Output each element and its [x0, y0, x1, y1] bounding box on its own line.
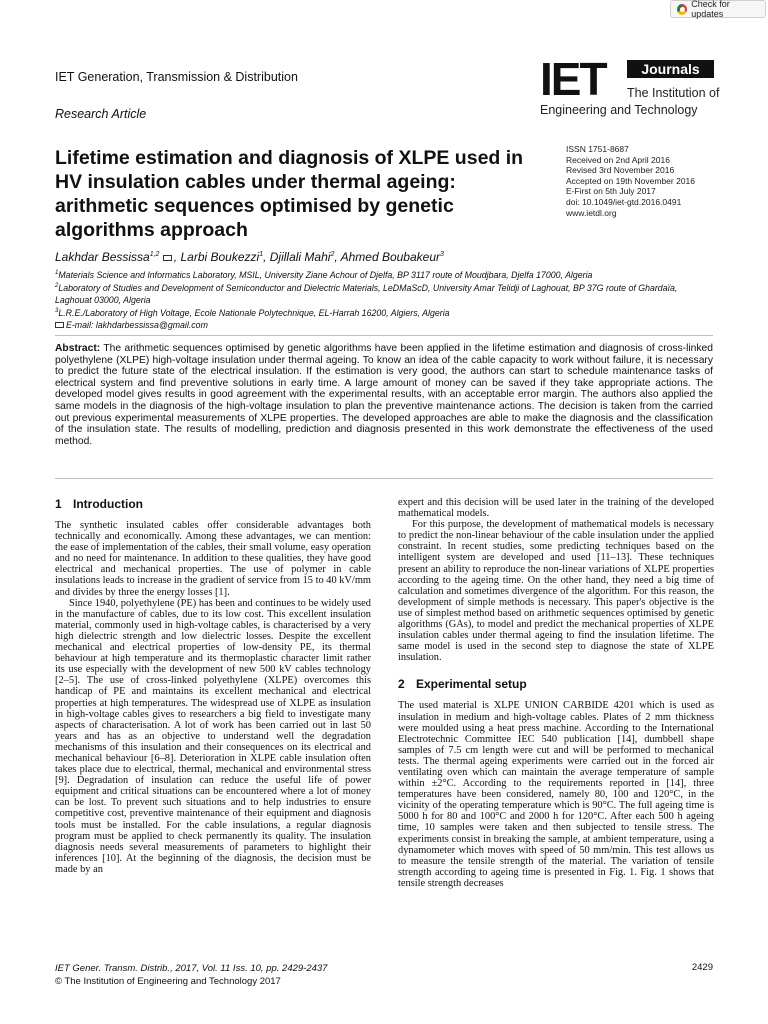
citation: IET Gener. Transm. Distrib., 2017, Vol. 11 Iss. 10, pp. 2429-2437: [55, 963, 328, 974]
copyright: © The Institution of Engineering and Technology 2017: [55, 976, 281, 987]
abstract-label: Abstract:: [55, 343, 101, 354]
affiliation: [55, 306, 715, 319]
author-name: Ahmed Boubakeur: [340, 250, 440, 264]
affil-text: Materials Science and Informatics Laboratory, MSIL, University Ziane Achour of Djelfa, BP 3117 route of Moudjbara, Djelfa 17000, Algeria: [58, 269, 593, 280]
paragraph: For this purpose, the development of mathematical models is necessary to predict the non-linear behaviour of the cable insulation under the applied constraint. In recent studies, some predicting techniques based on the intelligent system are developed and used [11–13]. These techniques present an ability to reproduce the non-linear variations of XLPE properties according to the ageing time. On the other hand, they need a big time of calculation and sometimes divergence of the algorithm. For this reason, the development of simple methods is necessary. This paper's objective is the use of simplest method based on arithmetic sequences optimised by genetic algorithms (GAs), to model and predict the mechanical properties of XLPE insulation cables under thermal ageing to find the insulation lifetime. The same model is used in the second step to diagnose the state of XLPE insulation.: [398, 519, 714, 664]
email-line: [55, 320, 715, 332]
website-link[interactable]: www.ietdl.org: [566, 207, 617, 218]
author-name: Lakhdar Bessissa: [55, 250, 150, 264]
affil-text: Laboratory of Studies and Development of Semiconductor and Dielectric Materials, LeDMaScD, University Amar Telidji of Laghouat, BP 37G route of Ghardaïa, Laghouat 03000, Algeria: [55, 283, 678, 305]
section-number: 1: [55, 497, 62, 511]
author-affil-sup: 3: [440, 251, 444, 258]
logo-mark: IET: [540, 53, 606, 105]
divider: [55, 335, 713, 336]
article-type: Research Article: [55, 107, 147, 121]
section-title: Experimental setup: [416, 677, 527, 692]
iet-logo: [540, 53, 720, 120]
affil-sup: 2: [55, 283, 59, 290]
doi[interactable]: doi: 10.1049/iet-gtd.2016.0491: [566, 196, 682, 207]
accepted-date: Accepted on 19th November 2016: [566, 175, 696, 186]
page-number: 2429: [691, 962, 713, 973]
author-affil-sup: 1,2: [149, 251, 160, 258]
revised-date: Revised 3rd November 2016: [566, 165, 675, 176]
section-number: 2: [398, 677, 405, 692]
check-for-updates-button[interactable]: [670, 0, 766, 18]
affil-text: L.R.E./Laboratory of High Voltage, Ecole Nationale Polytechnique, EL-Harrah 16200, Algiers, Algeria: [58, 308, 450, 319]
left-column: [55, 497, 371, 875]
email-icon: [163, 255, 172, 261]
author-affil-sup: 2: [330, 251, 335, 258]
paragraph: expert and this decision will be used later in the training of the developed mathematical models.: [398, 497, 714, 520]
check-for-updates-label: Check for updates: [691, 0, 730, 19]
received-date: Received on 2nd April 2016: [566, 154, 670, 165]
footer-citation: [55, 962, 327, 988]
logo-journals-label: Journals: [627, 60, 714, 78]
affil-sup: 3: [55, 308, 59, 315]
article-title: Lifetime estimation and diagnosis of XLPE used in HV insulation cables under thermal ageing: arithmetic sequences optimised by genetic algorithms approach: [55, 147, 524, 241]
divider: [55, 478, 713, 479]
article-metadata: [566, 144, 695, 218]
section-title: Introduction: [73, 497, 143, 511]
abstract: [55, 343, 713, 447]
author-list: Lakhdar Bessissa$^{1,2}$ , Larbi Boukezzi$^1$, Djillali Mahi$^2$, Ahmed Boubakeur$^3$: [55, 250, 444, 264]
email-icon: [55, 322, 64, 328]
affiliation: [55, 281, 715, 306]
right-column: [398, 497, 714, 889]
email-address[interactable]: E-mail: lakhdarbessissa@gmail.com: [66, 319, 208, 330]
paragraph: Since 1940, polyethylene (PE) has been and continues to be widely used in the manufacture of cables, due to its low cost. This excellent insulation material, commonly used in high-voltage cables, is characterised by a very high dielectric strength and low dielectric losses. Despite the excellent mechanical and electrical properties of low-density PE, its thermal behaviour at high temperature and its thermoplastic character limit rather its use especially with the development of new 500 kV cables technology [2–5]. The use of cross-linked polyethylene (XLPE) overcomes this handicap of PE and maintains its excellent mechanical and electrical properties at high temperatures. The widespread use of XLPE as insulation in high-voltage cables gives to researchers a big field to investigate many aspects of characterisation. A lot of work has been carried out in last 50 years and has as an objective to understand well the degradation mechanisms of this insulation and their consequences on its electrical and mechanical behaviour [6–8]. Deterioration in XLPE cable insulation often takes place due to electrical, thermal, mechanical and environmental stress [9]. Degradation of insulation can reduce the useful life of power equipment and critical situations can be encountered where a lot of money can be lost. To prevent such situations and to help industries to ensure competitive cost, preventive maintenance of their equipment and diagnosis tools must be installed. For the cable insulations, a regular diagnosis program must be applied to check permanently its quality. The insulation diagnosis needs several measurements of parameters to highlight their inferences [10]. At the beginning of the diagnosis, the decision must be made by an: [55, 597, 371, 875]
affiliation: [55, 268, 715, 281]
efirst-date: E-First on 5th July 2017: [566, 186, 656, 197]
logo-institution-line2: Engineering and Technology: [540, 103, 698, 117]
journal-name: IET Generation, Transmission & Distribution: [55, 70, 298, 84]
author-name: Larbi Boukezzi: [180, 250, 260, 264]
author-affil-sup: 1: [259, 251, 264, 258]
abstract-text: The arithmetic sequences optimised by genetic algorithms have been applied in the lifetime estimation and diagnosis of cross-linked polyethylene (XLPE) high-voltage insulation under thermal ageing. To know an idea of the cable capacity to work without failure, it is necessary to predict the future state of the electrical insulation. If the estimation is very good, the authors can start to schedule maintenance tasks of electrical system and find preventive solutions in early time. A large amount of money can be saved if they take appropriate actions. The developed model gives results in good agreement with the experimental results, with an acceptable error margin. The authors also applied the same models in the diagnosis of the high-voltage insulation to plan the preventive maintenance actions. The decision is taken from the carried out previous experimental measurements of XLPE properties. The developed approaches are able to make the diagnosis and the classification of the insulation state. The results of modelling, prediction and diagnosis presented in this work demonstrate the effectiveness of the used method.: [55, 343, 713, 447]
author-name: Djillali Mahi: [269, 250, 331, 264]
affil-sup: 1: [55, 270, 59, 276]
section-heading: [55, 497, 371, 512]
affiliations: [55, 268, 715, 331]
paragraph: The used material is XLPE UNION CARBIDE 4201 which is used as insulation in medium and high-voltage cables. Plates of 2 mm thickness were moulded using a heat press machine. According to the International Electrotechnic Committee IEC 540 publication [14], dumbbell shape samples of 7.5 cm length were cut and will be performed to mechanical tests. The thermal ageing experiments were carried out in the forced air ventilating oven which can maintain the average temperature of sample within ±2°C. According to the requirements reported in [14], three temperatures have been considered, namely 80, 100 and 120°C, in the vicinity of the operating temperature which is 90°C. The full ageing time is 5000 h for 80 and 100°C and 2000 h for 120°C. After each 500 h ageing time, 10 samples were taken and then subjected to tensile stress. The experiments consist in breaking the sample, at ambient temperature, using a dynamometer which moves with speed of 50 mm/min. This test allows us to measure the tensile strength of the material. The variation of tensile strength according to ageing time is presented in Fig. 1. Fig. 1 shows that tensile strength decreases: [398, 700, 714, 889]
paragraph: The synthetic insulated cables offer considerable advantages both technically and economically. Among these advantages, we can mention: the ease of implementation of the cables, their small volume, easy operation and no need for maintenance. In addition to these qualities, they have good electrical and mechanical properties. The use of polymer in cable insulations leads to increase in the gradient of service from 15 to 40 kV/mm and divides by three the energy losses [1].: [55, 520, 371, 598]
crossmark-icon: [677, 4, 687, 15]
logo-institution-line1: The Institution of: [627, 86, 720, 100]
issn: ISSN 1751-8687: [566, 144, 629, 154]
section-heading: [398, 677, 714, 692]
